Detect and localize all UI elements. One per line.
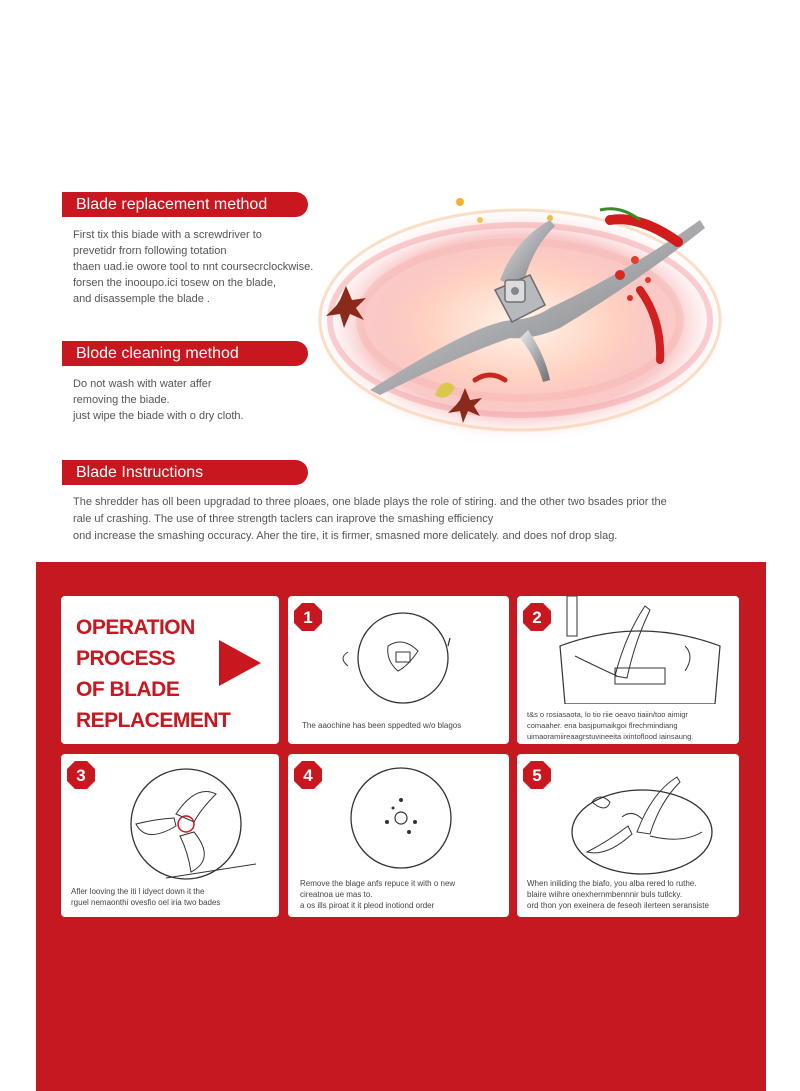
step-number-badge bbox=[522, 602, 552, 632]
text-line: just wipe the biade with o dry cloth. bbox=[73, 410, 244, 422]
step-number: 5 bbox=[532, 766, 542, 785]
caption-line: rguel nemaonthi ovesfio oel iria two bades bbox=[71, 898, 221, 907]
title-line: PROCESS bbox=[76, 647, 176, 670]
operation-title-card bbox=[61, 596, 279, 744]
caption-line: Remove the blage anfs repuce it with o new bbox=[300, 879, 456, 888]
step-number: 3 bbox=[76, 766, 86, 785]
title-line: REPLACEMENT bbox=[76, 709, 231, 732]
step-number: 4 bbox=[303, 766, 313, 785]
text-line: forsen the inooupo.ici tosew on the blade, bbox=[73, 277, 277, 289]
step-card-1 bbox=[288, 596, 509, 744]
blender-sketch bbox=[328, 606, 478, 706]
blade-top-sketch bbox=[106, 764, 266, 884]
text-line: The shredder has oll been upgradad to three ploaes, one blade plays the role of stiring. and the other two bsades prior the bbox=[73, 496, 667, 508]
step-caption bbox=[527, 878, 709, 911]
caption-line: cireatnoa ue mas to. bbox=[300, 890, 373, 899]
caption-line: ord thon yon exeinera de feseoh ilerteen seransiste bbox=[527, 901, 709, 910]
play-arrow-icon bbox=[217, 638, 263, 688]
text-line: thaen uad.ie owore tool to nnt coursecrclockwise. bbox=[73, 261, 314, 273]
blade-replacement-heading: Blade replacement method bbox=[62, 192, 308, 217]
text-line: rale uf crashing. The use of three strength taclers can iraprove the smashing efficiency bbox=[73, 513, 494, 525]
caption-line: comaaher. ena basjpumaikgoi flrechmindiang bbox=[527, 721, 678, 730]
step-caption bbox=[302, 720, 461, 731]
blade-hero-image bbox=[300, 180, 740, 470]
caption-line: The aaochine has been sppedted w/o blagos bbox=[302, 721, 462, 730]
title-line: OPERATION bbox=[76, 616, 195, 639]
step-card-2 bbox=[517, 596, 739, 744]
blender-base-sketch bbox=[343, 766, 463, 871]
step-number-badge bbox=[522, 760, 552, 790]
step-number-badge bbox=[293, 760, 323, 790]
blade-cleaning-text bbox=[73, 376, 244, 424]
text-line: removing the biade. bbox=[73, 394, 170, 406]
step-number: 2 bbox=[532, 608, 542, 627]
caption-line: When iniliding the biafo, you alba rered lo ruthe. bbox=[527, 879, 697, 888]
step-caption bbox=[527, 709, 693, 742]
blade-install-sketch bbox=[562, 762, 722, 877]
blade-instructions-text bbox=[73, 494, 667, 545]
text-line: and disassemple the blade . bbox=[73, 293, 210, 305]
step-card-4 bbox=[288, 754, 509, 917]
step-card-3 bbox=[61, 754, 279, 917]
text-line: Do not wash with water affer bbox=[73, 378, 212, 390]
caption-line: Afler looving the iti l idyect down it the bbox=[71, 887, 205, 896]
step-number-badge bbox=[293, 602, 323, 632]
text-line: ond increase the smashing occuracy. Aher the tire, it is firmer, smasned more delicately. and does nof drop slag. bbox=[73, 530, 618, 542]
step-number-badge bbox=[66, 760, 96, 790]
caption-line: blaire wiihre onexhernmbennnir buls tutlcky. bbox=[527, 890, 683, 899]
caption-line: t&s o rosiasaota, lo tio riie oeavo tiaiin/too aimigr bbox=[527, 710, 688, 719]
step-number: 1 bbox=[303, 608, 313, 627]
blender-sketch bbox=[555, 596, 725, 704]
text-line: prevetidr frorn following totation bbox=[73, 245, 227, 257]
blade-replacement-text bbox=[73, 227, 313, 307]
text-line: First tix this biade with a screwdriver to bbox=[73, 229, 262, 241]
title-line: OF BLADE bbox=[76, 678, 180, 701]
operation-title bbox=[76, 612, 230, 736]
step-card-5 bbox=[517, 754, 739, 917]
caption-line: a os ills piroat it it pleod inotiond order bbox=[300, 901, 435, 910]
blade-cleaning-heading: Blode cleaning method bbox=[62, 341, 308, 366]
step-caption bbox=[300, 878, 455, 911]
step-caption bbox=[71, 886, 220, 908]
blade-instructions-heading: Blade Instructions bbox=[62, 460, 308, 485]
caption-line: uimaoramiireaagrstuvineeita ixintoflood iainsaung. bbox=[527, 732, 694, 741]
